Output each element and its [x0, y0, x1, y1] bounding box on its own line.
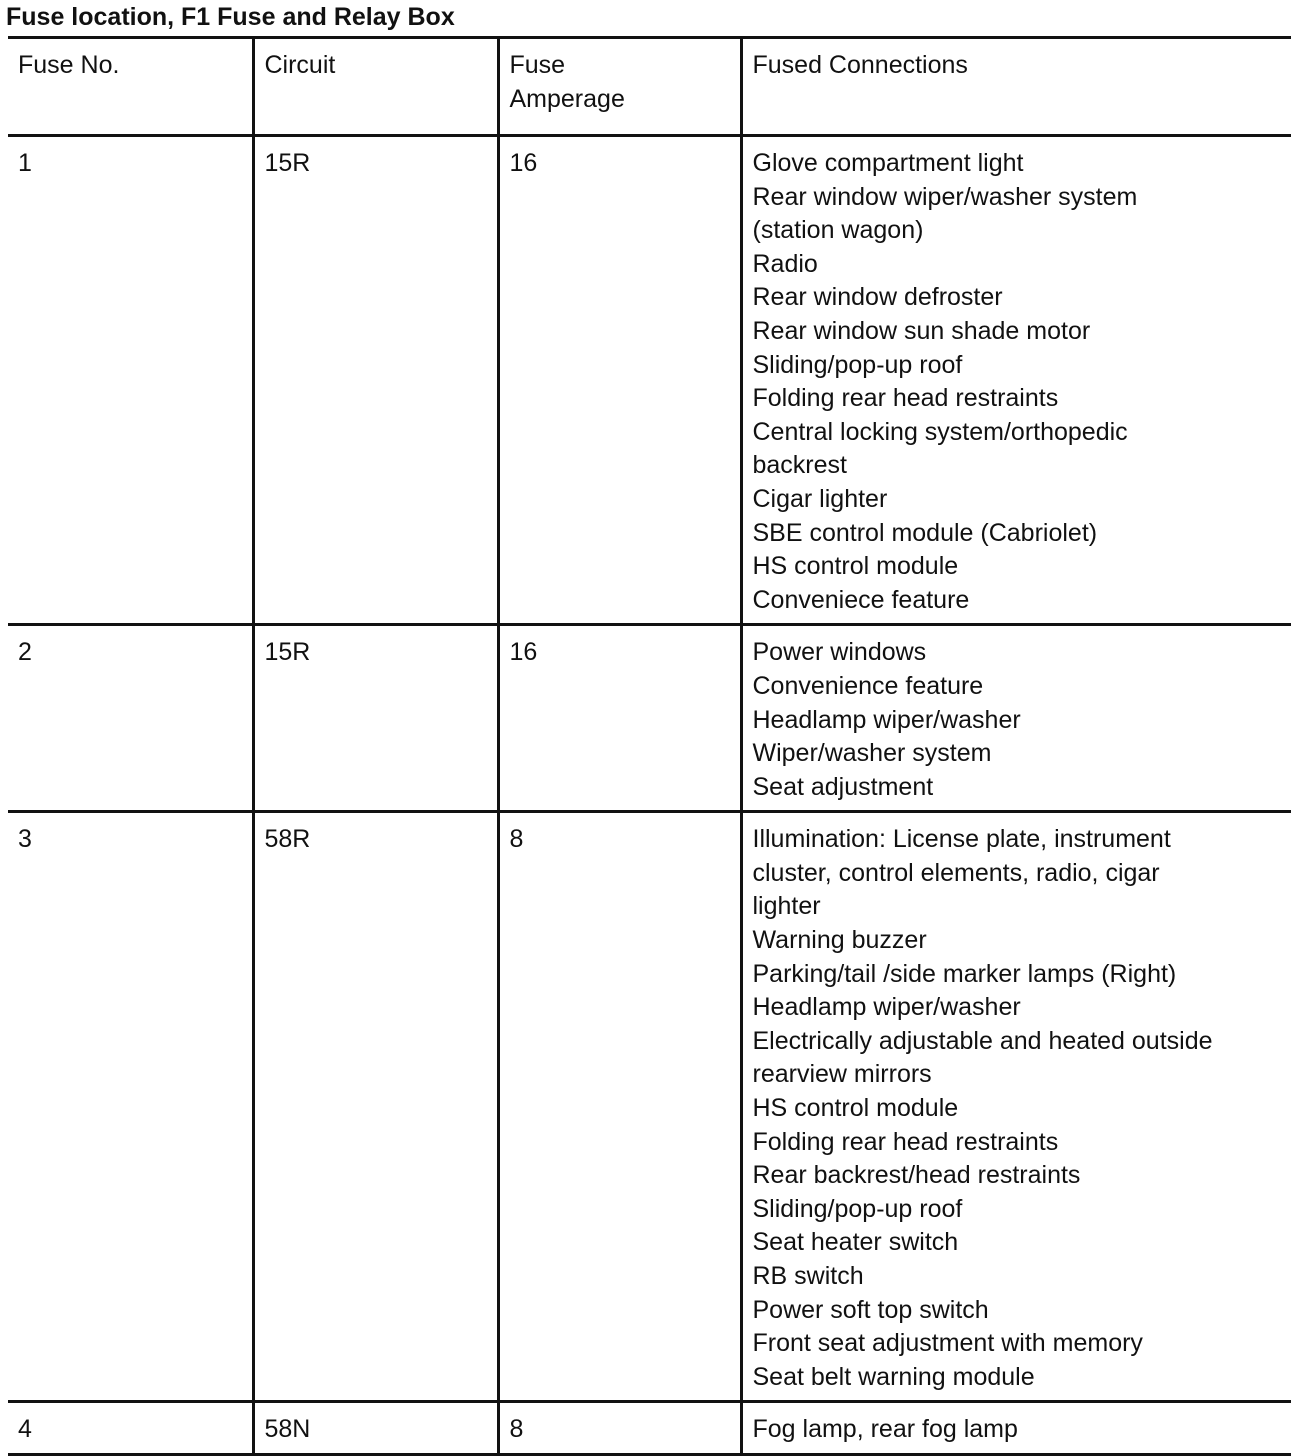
connection-line: Radio	[752, 249, 818, 278]
connection-line: Fog lamp, rear fog lamp	[752, 1415, 1018, 1444]
connection-line: HS control module	[752, 552, 959, 581]
connection-line: Seat belt warning module	[752, 1362, 1035, 1391]
cell-amperage: 8	[498, 1402, 741, 1455]
cell-fused-connections	[741, 1402, 1291, 1455]
column-header-amperage-label: Fuse Amperage	[509, 51, 625, 113]
table-row	[8, 625, 1291, 812]
connection-line: cluster, control elements, radio, cigar	[752, 858, 1160, 887]
connection-line: Glove compartment light	[752, 149, 1024, 177]
cell-fuse-no: 1	[8, 136, 253, 625]
connection-line: Convenience feature	[752, 671, 984, 700]
column-header-amperage	[498, 38, 741, 136]
connection-line: Wiper/washer system	[752, 739, 992, 768]
cell-fused-connections	[741, 136, 1291, 625]
connection-line: HS control module	[752, 1094, 959, 1123]
connection-line: lighter	[752, 892, 821, 921]
cell-circuit: 15R	[253, 625, 498, 812]
cell-amperage: 16	[498, 136, 741, 625]
connection-line: Electrically adjustable and heated outside	[752, 1026, 1213, 1055]
cell-amperage: 8	[498, 812, 741, 1402]
connection-line: RB switch	[752, 1262, 864, 1290]
connection-line: Folding rear head restraints	[752, 384, 1059, 413]
table-row	[8, 136, 1291, 625]
connection-line: Headlamp wiper/washer	[752, 705, 1021, 734]
connection-line: Folding rear head restraints	[752, 1127, 1059, 1156]
connection-line: Seat heater switch	[752, 1228, 959, 1257]
connection-line: rearview mirrors	[752, 1060, 932, 1089]
connection-line: Front seat adjustment with memory	[752, 1329, 1143, 1358]
connection-line: backrest	[752, 451, 847, 480]
table-body	[8, 136, 1291, 1455]
connection-line: Headlamp wiper/washer	[752, 993, 1021, 1022]
connection-line: Warning buzzer	[752, 926, 927, 955]
connection-line: Central locking system/orthopedic	[752, 417, 1128, 446]
connection-line: Parking/tail /side marker lamps (Right)	[752, 959, 1177, 988]
cell-fuse-no: 4	[8, 1402, 253, 1455]
cell-fuse-no: 3	[8, 812, 253, 1402]
table-row	[8, 1402, 1291, 1455]
cell-circuit: 58N	[253, 1402, 498, 1455]
connection-line: Illumination: License plate, instrument	[752, 825, 1171, 854]
cell-fused-connections	[741, 812, 1291, 1402]
connection-line: Rear backrest/head restraints	[752, 1161, 1081, 1190]
connection-line: Sliding/pop-up roof	[752, 1194, 963, 1223]
connection-line: Rear window sun shade motor	[752, 316, 1091, 345]
connection-line: Conveniece feature	[752, 585, 970, 614]
column-header-circuit: Circuit	[253, 38, 498, 136]
cell-circuit: 15R	[253, 136, 498, 625]
column-header-fuse-no: Fuse No.	[8, 38, 253, 136]
connection-line: Power windows	[752, 638, 927, 667]
cell-amperage: 16	[498, 625, 741, 812]
page-title: Fuse location, F1 Fuse and Relay Box	[6, 3, 455, 31]
connection-line: Sliding/pop-up roof	[752, 350, 963, 379]
connection-line: Rear window wiper/washer system	[752, 182, 1138, 211]
column-header-connections: Fused Connections	[741, 38, 1291, 136]
fuse-table	[8, 36, 1291, 1456]
cell-fuse-no: 2	[8, 625, 253, 812]
cell-circuit: 58R	[253, 812, 498, 1402]
table-header-row	[8, 38, 1291, 136]
connection-line: Seat adjustment	[752, 772, 934, 801]
connection-line: (station wagon)	[752, 216, 924, 245]
connection-line: Power soft top switch	[752, 1295, 989, 1324]
cell-fused-connections	[741, 625, 1291, 812]
connection-line: Cigar lighter	[752, 484, 888, 513]
connection-line: Rear window defroster	[752, 283, 1003, 312]
table-row	[8, 812, 1291, 1402]
connection-line: SBE control module (Cabriolet)	[752, 518, 1098, 547]
